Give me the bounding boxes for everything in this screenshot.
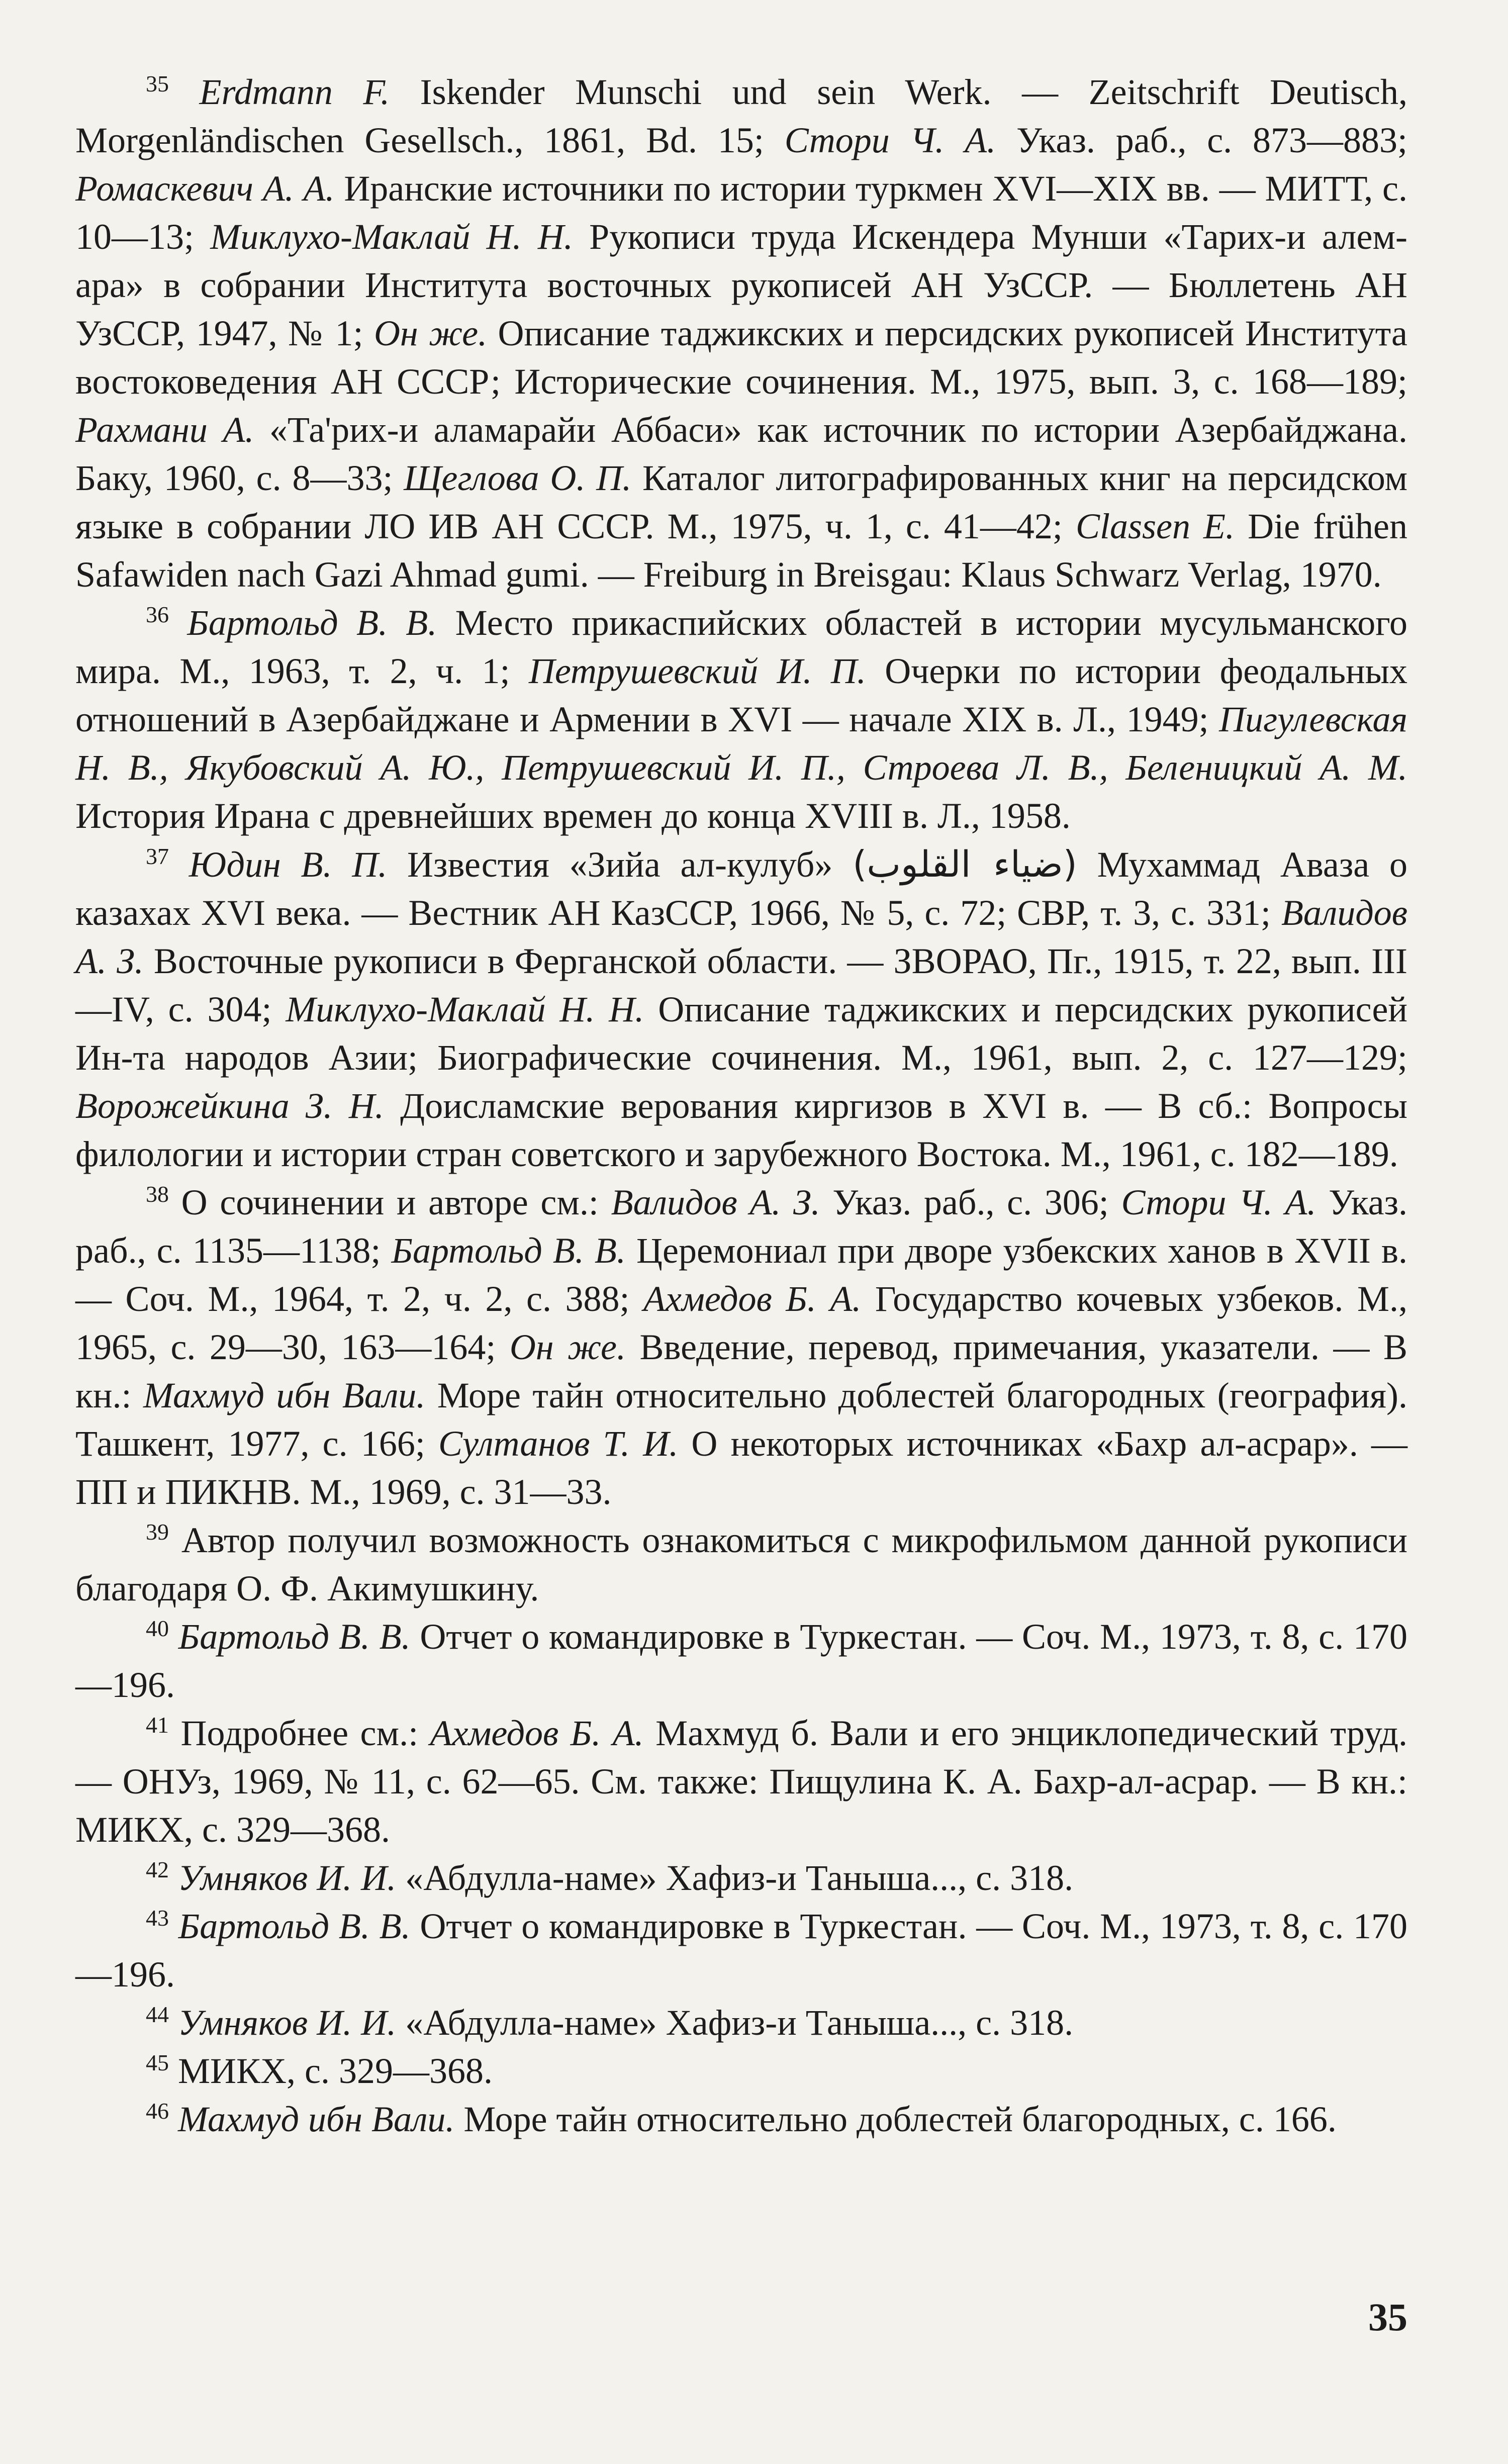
- footnote-number: 37: [146, 843, 169, 869]
- author-name: Валидов А. З.: [611, 1182, 820, 1222]
- footnote-text: Море тайн относительно доблестей благородных (география). Ташкент, 1977, с. 166;: [75, 1375, 1408, 1464]
- footnote-text: Подробнее см.:: [180, 1713, 430, 1753]
- author-name: Миклухо-Маклай Н. Н.: [286, 989, 644, 1029]
- footnote-text: «Та'рих-и аламарайи Аббаси» как источник по истории Азербайджана. Баку, 1960, с. 8—33;: [75, 410, 1408, 498]
- footnote-text: Церемониал при дворе узбекских ханов в XVII в. — Соч. М., 1964, т. 2, ч. 2, с. 388;: [75, 1230, 1408, 1319]
- footnote-38: [75, 1178, 1407, 1516]
- footnote-number: 45: [146, 2050, 169, 2075]
- author-name: Умняков И. И.: [178, 1858, 397, 1898]
- author-name: Петрушевский И. П.: [528, 651, 866, 691]
- page-number: 35: [1368, 2295, 1407, 2339]
- footnote-text: Государство кочевых узбеков. М., 1965, с. 29—30, 163—164;: [75, 1279, 1407, 1367]
- footnote-text: Восточные рукописи в Ферганской области. — ЗВОРАО, Пг., 1915, т. 22, вып. III—IV, с. 304;: [75, 941, 1407, 1029]
- footnote-text: Море тайн относительно доблестей благородных, с. 166.: [454, 2099, 1337, 2139]
- author-name: Он же.: [373, 313, 488, 353]
- footnote-number: 41: [146, 1712, 169, 1738]
- footnote-37: [75, 840, 1407, 1178]
- footnote-42: [75, 1854, 1407, 1902]
- footnote-text: Место прикаспийских областей в истории мусульманского мира. М., 1963, т. 2, ч. 1;: [75, 603, 1408, 691]
- author-name: Ромаскевич А. А.: [75, 168, 335, 209]
- footnote-text: МИКХ, с. 329—368.: [178, 2051, 493, 2091]
- footnote-35: [75, 68, 1407, 599]
- footnote-text: Доисламские верования киргизов в XVI в. — В сб.: Вопросы филологии и истории стран советского и зарубежного Востока. М., 1961, с. 182—189.: [75, 1086, 1407, 1174]
- footnote-41: [75, 1709, 1407, 1854]
- footnote-number: 44: [146, 2002, 169, 2027]
- author-name: Ахмедов Б. А.: [430, 1713, 644, 1753]
- footnote-44: [75, 1999, 1407, 2047]
- footnote-text: Рукописи труда Искендера Мунши «Тарих-и алем-ара» в собрании Института восточных рукописей АН УзССР. — Бюллетень АН УзССР, 1947, № 1;: [75, 217, 1407, 353]
- footnote-number: 40: [146, 1616, 169, 1641]
- author-name: Пигулевская Н. В., Якубовский А. Ю., Петрушевский И. П., Строева Л. В., Беленицкий А. М.: [75, 699, 1407, 788]
- author-name: Бартольд В. В.: [178, 1617, 411, 1657]
- footnote-40: [75, 1613, 1407, 1709]
- footnote-text: Указ. раб., с. 873—883;: [996, 120, 1408, 160]
- footnote-number: 38: [146, 1181, 169, 1207]
- author-name: Миклухо-Маклай Н. Н.: [210, 217, 573, 257]
- footnotes-list: [75, 68, 1407, 2143]
- footnote-text: Каталог литографированных книг на персидском языке в собрании ЛО ИВ АН СССР. М., 1975, ч. 1, с. 41—42;: [75, 458, 1408, 546]
- author-name: Ворожейкина З. Н.: [75, 1086, 384, 1126]
- author-name: Стори Ч. А.: [1121, 1182, 1316, 1222]
- footnote-text: Die frühen Safawiden nach Gazi Ahmad gumi. — Freiburg in Breisgau: Klaus Schwarz Verlag, 1970.: [75, 506, 1407, 595]
- footnote-text: Отчет о командировке в Туркестан. — Соч. М., 1973, т. 8, с. 170—196.: [75, 1906, 1408, 1995]
- author-name: Султанов Т. И.: [438, 1424, 679, 1464]
- author-name: Стори Ч. А.: [784, 120, 996, 160]
- footnote-text: Описание таджикских и персидских рукописей Института востоковедения АН СССР; Исторические сочинения. М., 1975, вып. 3, с. 168—189;: [75, 313, 1407, 402]
- author-name: Бартольд В. В.: [391, 1230, 626, 1271]
- author-name: Махмуд ибн Вали.: [143, 1375, 426, 1415]
- footnote-number: 36: [146, 602, 169, 627]
- arabic-title: (ضياء القلوب): [853, 843, 1077, 885]
- author-name: Умняков И. И.: [178, 2003, 397, 2043]
- footnote-text: Иранские источники по истории туркмен XVI—XIX вв. — МИТТ, с. 10—13;: [75, 168, 1408, 257]
- footnote-text: История Ирана с древнейших времен до конца XVIII в. Л., 1958.: [75, 796, 1071, 836]
- author-name: Щеглова О. П.: [404, 458, 632, 498]
- footnote-text: О некоторых источниках «Бахр ал-асрар». — ПП и ПИКНВ. М., 1969, с. 31—33.: [75, 1424, 1407, 1512]
- footnote-text: Известия «Зийа ал-кулуб»: [387, 844, 853, 885]
- footnote-text: Автор получил возможность ознакомиться с микрофильмом данной рукописи благодаря О. Ф. Акимушкину.: [75, 1520, 1407, 1608]
- footnote-text: Мухаммад Аваза о казахах XVI века. — Вестник АН КазССР, 1966, № 5, с. 72; СВР, т. 3, с. 331;: [75, 844, 1408, 933]
- footnote-text: Очерки по истории феодальных отношений в Азербайджане и Армении в XVI — начале XIX в. Л., 1949;: [75, 651, 1408, 739]
- footnote-43: [75, 1902, 1407, 1999]
- footnote-39: [75, 1516, 1407, 1613]
- author-name: Юдин В. П.: [189, 844, 388, 885]
- author-name: Махмуд ибн Вали.: [178, 2099, 455, 2139]
- author-name: Валидов А. З.: [75, 893, 1407, 981]
- footnote-number: 42: [146, 1857, 169, 1882]
- author-name: Рахмани А.: [75, 410, 254, 450]
- footnote-text: Махмуд б. Вали и его энциклопедический труд. — ОНУз, 1969, № 11, с. 62—65. См. также: Пищулина К. А. Бахр-ал-асрар. — В кн.: МИКХ, с. 329—368.: [75, 1713, 1408, 1850]
- footnote-text: О сочинении и авторе см.:: [181, 1182, 611, 1222]
- footnote-number: 35: [146, 71, 169, 97]
- footnote-46: [75, 2095, 1407, 2143]
- footnote-text: Указ. раб., с. 306;: [820, 1182, 1121, 1222]
- footnote-text: «Абдулла-наме» Хафиз-и Таныша..., с. 318.: [396, 1858, 1074, 1898]
- footnote-number: 43: [146, 1905, 169, 1931]
- author-name: Classen E.: [1075, 506, 1235, 546]
- author-name: Бартольд В. В.: [187, 603, 437, 643]
- footnote-number: 39: [146, 1519, 169, 1545]
- author-name: Бартольд В. В.: [178, 1906, 411, 1946]
- footnote-text: Iskender Munschi und sein Werk. — Zeitschrift Deutisch, Morgenländischen Gesellsch., 1861, Bd. 15;: [75, 72, 1407, 160]
- footnote-45: [75, 2047, 1407, 2095]
- footnote-text: Описание таджикских и персидских рукописей Ин-та народов Азии; Биографические сочинения. М., 1961, вып. 2, с. 127—129;: [75, 989, 1407, 1078]
- footnote-text: «Абдулла-наме» Хафиз-и Таныша..., с. 318.: [396, 2003, 1074, 2043]
- footnote-text: Введение, перевод, примечания, указатели. — В кн.:: [75, 1327, 1407, 1415]
- author-name: Он же.: [509, 1327, 626, 1367]
- author-name: Ахмедов Б. А.: [643, 1279, 862, 1319]
- footnote-text: Указ. раб., с. 1135—1138;: [75, 1182, 1408, 1271]
- footnote-text: Отчет о командировке в Туркестан. — Соч. М., 1973, т. 8, с. 170—196.: [75, 1617, 1408, 1705]
- author-name: Erdmann F.: [199, 72, 390, 112]
- footnote-36: [75, 599, 1407, 840]
- footnote-number: 46: [146, 2098, 169, 2124]
